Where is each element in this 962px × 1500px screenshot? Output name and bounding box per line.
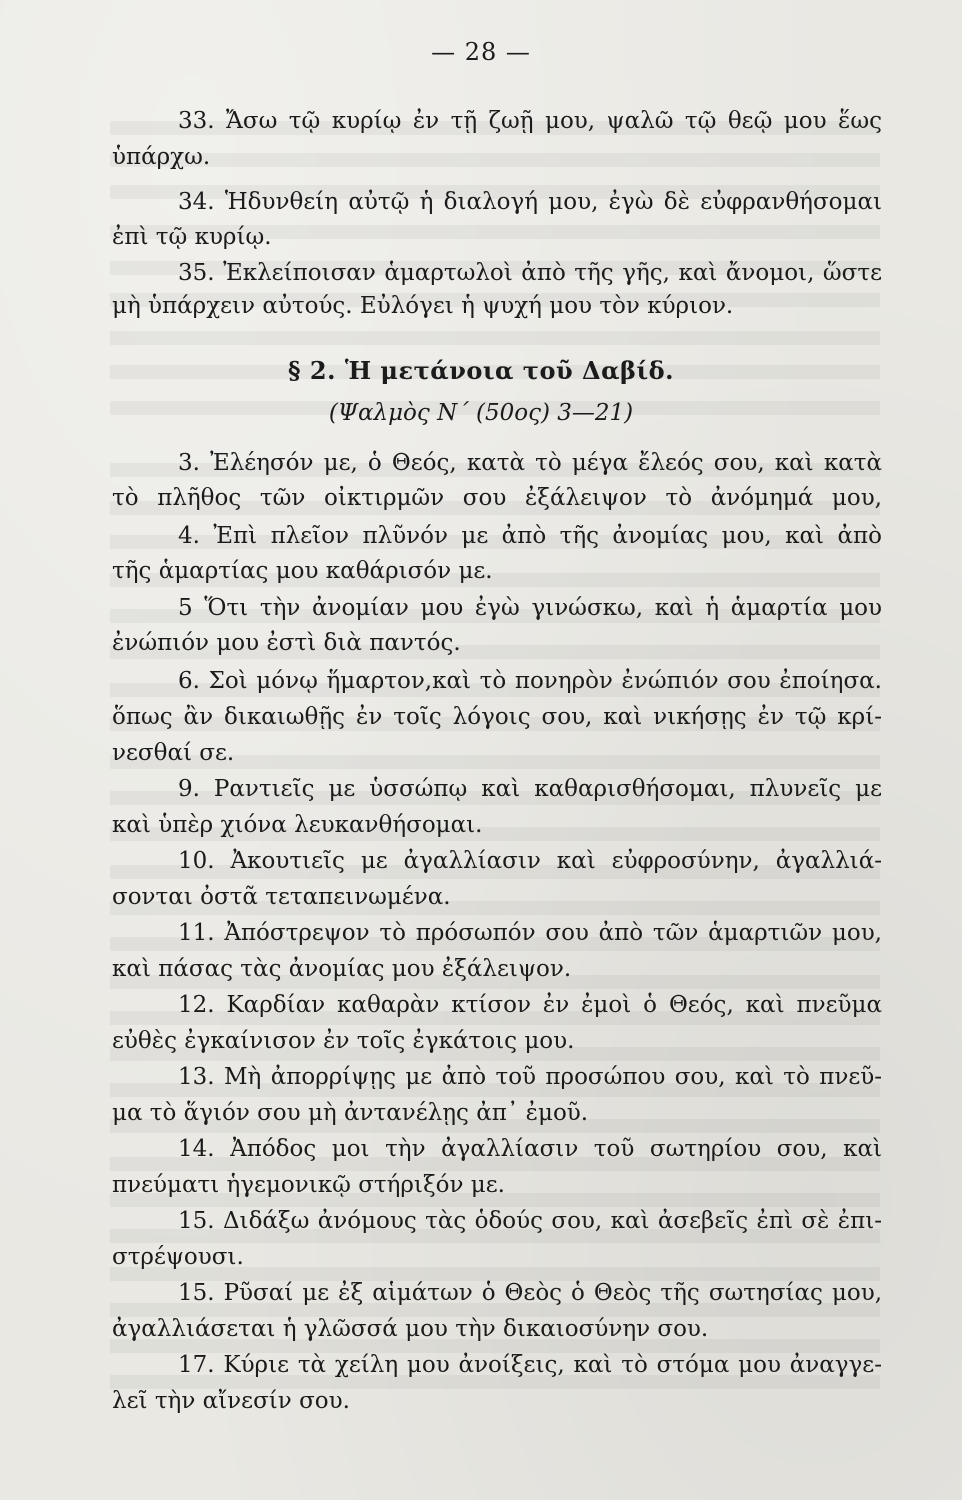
- text-line: 3. Ἐλέησόν με, ὁ Θεός, κατὰ τὸ μέγα ἔλεός σου, καὶ κατὰ: [178, 450, 882, 476]
- section-heading: § 2. Ἡ μετάνοια τοῦ Δαβίδ.: [288, 356, 674, 385]
- text-line: ἐπὶ τῷ κυρίῳ.: [112, 224, 272, 250]
- text-line: 6. Σοὶ μόνῳ ἥμαρτον,καὶ τὸ πονηρὸν ἐνώπιόν σου ἐποίησα.: [178, 668, 882, 694]
- text-line: τὸ πλῆθος τῶν οἰκτιρμῶν σου ἐξάλειψον τὸ ἀνόμημά μου,: [112, 485, 882, 511]
- text-line: 10. Ἀκουτιεῖς με ἀγαλλίασιν καὶ εὐφροσύνην, ἀγαλλιά-: [178, 848, 882, 874]
- text-line: ἀγαλλιάσεται ἡ γλῶσσά μου τὴν δικαιοσύνην σου.: [112, 1316, 709, 1342]
- text-line: 35. Ἐκλείποισαν ἁμαρτωλοὶ ἀπὸ τῆς γῆς, καὶ ἄνομοι, ὥστε: [178, 260, 882, 286]
- text-line: 34. Ἡδυνθείη αὐτῷ ἡ διαλογή μου, ἐγὼ δὲ εὐφρανθήσομαι: [178, 189, 882, 215]
- text-line: πνεύματι ἡγεμονικῷ στήριξόν με.: [112, 1172, 505, 1198]
- text-line: ὑπάρχω.: [112, 144, 211, 170]
- text-line: καὶ ὑπὲρ χιόνα λευκανθήσομαι.: [112, 812, 483, 838]
- text-line: σονται ὀστᾶ τεταπεινωμένα.: [112, 884, 451, 910]
- text-line: λεῖ τὴν αἴνεσίν σου.: [112, 1388, 350, 1414]
- text-line: νεσθαί σε.: [112, 740, 235, 766]
- text-line: 11. Ἀπόστρεψον τὸ πρόσωπόν σου ἀπὸ τῶν ἁμαρτιῶν μου,: [178, 920, 882, 946]
- text-line: 9. Ραντιεῖς με ὑσσώπῳ καὶ καθαρισθήσομαι, πλυνεῖς με: [178, 776, 882, 802]
- text-line: 13. Μὴ ἀπορρίψῃς με ἀπὸ τοῦ προσώπου σου, καὶ τὸ πνεῦ-: [178, 1064, 882, 1090]
- text-line: 33. Ἄσω τῷ κυρίῳ ἐν τῇ ζωῇ μου, ψαλῶ τῷ θεῷ μου ἕως: [178, 108, 882, 134]
- text-line: μὴ ὑπάρχειν αὐτούς. Εὐλόγει ἡ ψυχή μου τὸν κύριον.: [112, 293, 734, 319]
- text-line: ἐνώπιόν μου ἐστὶ διὰ παντός.: [112, 630, 461, 656]
- text-line: 4. Ἐπὶ πλεῖον πλῦνόν με ἀπὸ τῆς ἀνομίας μου, καὶ ἀπὸ: [178, 523, 882, 549]
- text-line: τῆς ἁμαρτίας μου καθάρισόν με.: [112, 558, 493, 584]
- text-line: 5 Ὅτι τὴν ἀνομίαν μου ἐγὼ γινώσκω, καὶ ἡ ἁμαρτία μου: [178, 595, 882, 621]
- text-line: στρέψουσι.: [112, 1244, 244, 1270]
- text-line: ὅπως ἂν δικαιωθῇς ἐν τοῖς λόγοις σου, καὶ νικήσῃς ἐν τῷ κρί-: [112, 704, 882, 730]
- page-number: — 28 —: [431, 38, 531, 66]
- text-line: 15. Διδάξω ἀνόμους τὰς ὁδούς σου, καὶ ἀσεβεῖς ἐπὶ σὲ ἐπι-: [178, 1208, 882, 1234]
- text-line: μα τὸ ἅγιόν σου μὴ ἀντανέλῃς ἀπ᾽ ἐμοῦ.: [112, 1100, 589, 1126]
- text-line: 12. Καρδίαν καθαρὰν κτίσον ἐν ἐμοὶ ὁ Θεός, καὶ πνεῦμα: [178, 992, 882, 1018]
- text-line: εὐθὲς ἐγκαίνισον ἐν τοῖς ἐγκάτοις μου.: [112, 1028, 575, 1054]
- text-line: 14. Ἀπόδος μοι τὴν ἀγαλλίασιν τοῦ σωτηρίου σου, καὶ: [178, 1136, 882, 1162]
- text-line: καὶ πάσας τὰς ἀνομίας μου ἐξάλειψον.: [112, 956, 572, 982]
- text-line: 17. Κύριε τὰ χείλη μου ἀνοίξεις, καὶ τὸ στόμα μου ἀναγγε-: [178, 1352, 882, 1378]
- section-subheading: (Ψαλμὸς Ν΄ (50ος) 3—21): [328, 400, 634, 426]
- text-line: 15. Ρῦσαί με ἐξ αἱμάτων ὁ Θεὸς ὁ Θεὸς τῆς σωτησίας μου,: [178, 1280, 882, 1306]
